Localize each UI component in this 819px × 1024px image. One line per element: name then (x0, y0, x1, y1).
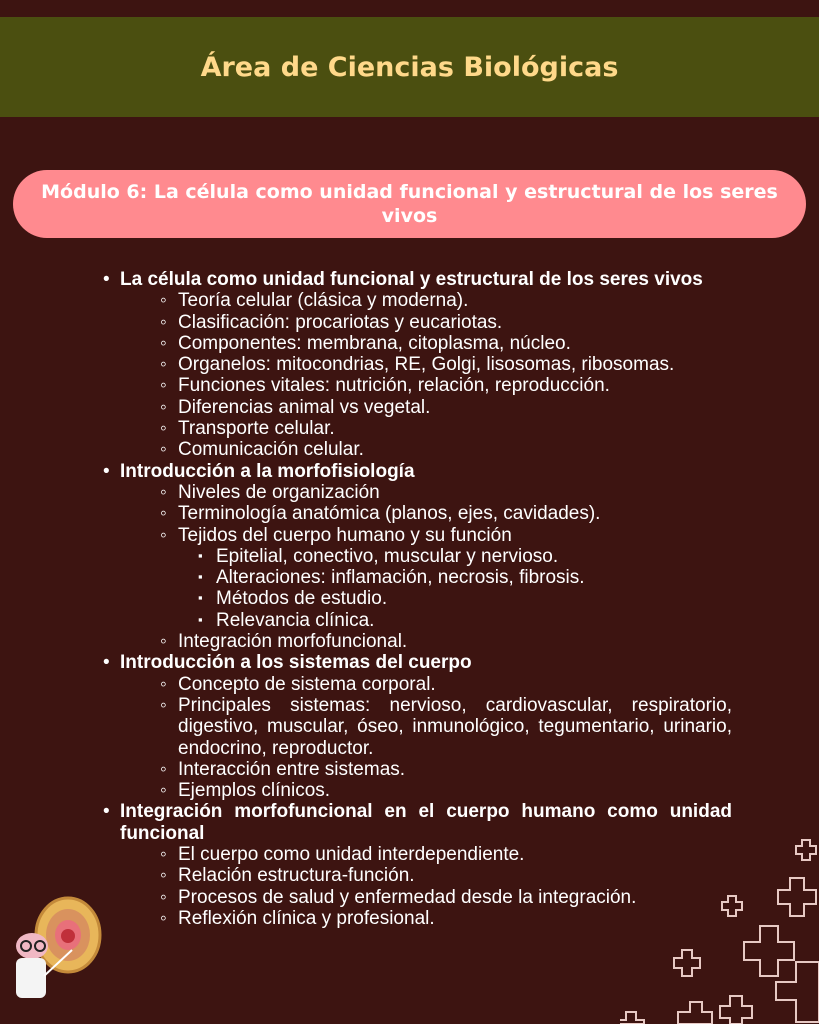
subtopic-text: ◦ Diferencias animal vs vegetal. (178, 396, 431, 418)
topic-title: • Introducción a la morfofisiología (120, 460, 415, 482)
subtopic-item (120, 418, 732, 439)
page-title: Área de Ciencias Biológicas (200, 51, 619, 83)
subtopic-text: ◦ Procesos de salud y enfermedad desde la integración. (178, 886, 637, 908)
header-band (0, 17, 819, 117)
topic-item (100, 269, 732, 461)
cell-illustration-icon (0, 868, 110, 1024)
subtopic-item (120, 397, 732, 418)
subtopic-text: ◦ El cuerpo como unidad interdependiente. (178, 844, 525, 866)
subtopic-text: ◦ Comunicación celular. (178, 439, 364, 461)
subtopic-text: ◦ Interacción entre sistemas. (178, 758, 406, 780)
subtopic-item (120, 482, 732, 503)
detail-item: ▪ Métodos de estudio. (178, 588, 732, 609)
detail-item: ▪ Relevancia clínica. (178, 610, 732, 631)
subtopic-text: ◦ Relación estructura-función. (178, 865, 415, 887)
subtopic-text: ◦ Tejidos del cuerpo humano y su función (178, 524, 512, 546)
topic-item (100, 461, 732, 653)
medical-cross-decorations-icon (620, 830, 819, 1024)
subtopic-text: ◦ Integración morfofuncional. (178, 631, 408, 653)
subtopic-text: ◦ Componentes: membrana, citoplasma, núcleo. (178, 332, 571, 354)
subtopic-item (120, 674, 732, 695)
subtopic-item (120, 375, 732, 396)
subtopic-text: ◦ Niveles de organización (178, 481, 380, 503)
subtopic-text: ◦ Concepto de sistema corporal. (178, 673, 436, 695)
subtopic-item (120, 780, 732, 801)
subtopic-item (120, 290, 732, 311)
module-title: Módulo 6: La célula como unidad funcional y estructural de los seres vivos (41, 181, 778, 227)
subtopic-text: ◦ Principales sistemas: nervioso, cardiovascular, respiratorio, digestivo, muscular, óseo, inmunológico, tegumentario, urinario, endocrino, reproductor. (178, 694, 732, 759)
subtopic-item (120, 312, 732, 333)
subtopic-item (120, 503, 732, 524)
subtopic-text: ◦ Transporte celular. (178, 418, 335, 440)
subtopic-item (120, 354, 732, 375)
subtopic-text: ◦ Terminología anatómica (planos, ejes, cavidades). (178, 503, 601, 525)
subtopic-item (120, 759, 732, 780)
subtopic-item (120, 631, 732, 652)
subtopic-item (120, 439, 732, 460)
subtopic-item (120, 333, 732, 354)
subtopic-text: ◦ Funciones vitales: nutrición, relación, reproducción. (178, 375, 610, 397)
subtopic-text: ◦ Ejemplos clínicos. (178, 780, 331, 802)
detail-item: ▪ Epitelial, conectivo, muscular y nervioso. (178, 546, 732, 567)
topic-item (100, 652, 732, 801)
subtopic-text: ◦ Teoría celular (clásica y moderna). (178, 290, 469, 312)
module-banner (13, 170, 806, 238)
topic-title: • Integración morfofuncional en el cuerpo humano como unidad funcional (120, 801, 732, 844)
detail-item: ▪ Alteraciones: inflamación, necrosis, fibrosis. (178, 567, 732, 588)
topic-title: • La célula como unidad funcional y estructural de los seres vivos (120, 269, 703, 290)
topic-title: • Introducción a los sistemas del cuerpo (120, 652, 472, 674)
subtopic-text: ◦ Organelos: mitocondrias, RE, Golgi, lisosomas, ribosomas. (178, 354, 675, 376)
subtopic-text: ◦ Clasificación: procariotas y eucariotas. (178, 311, 503, 333)
subtopic-item (120, 695, 732, 759)
subtopic-item (120, 525, 732, 631)
subtopic-text: ◦ Reflexión clínica y profesional. (178, 907, 435, 929)
